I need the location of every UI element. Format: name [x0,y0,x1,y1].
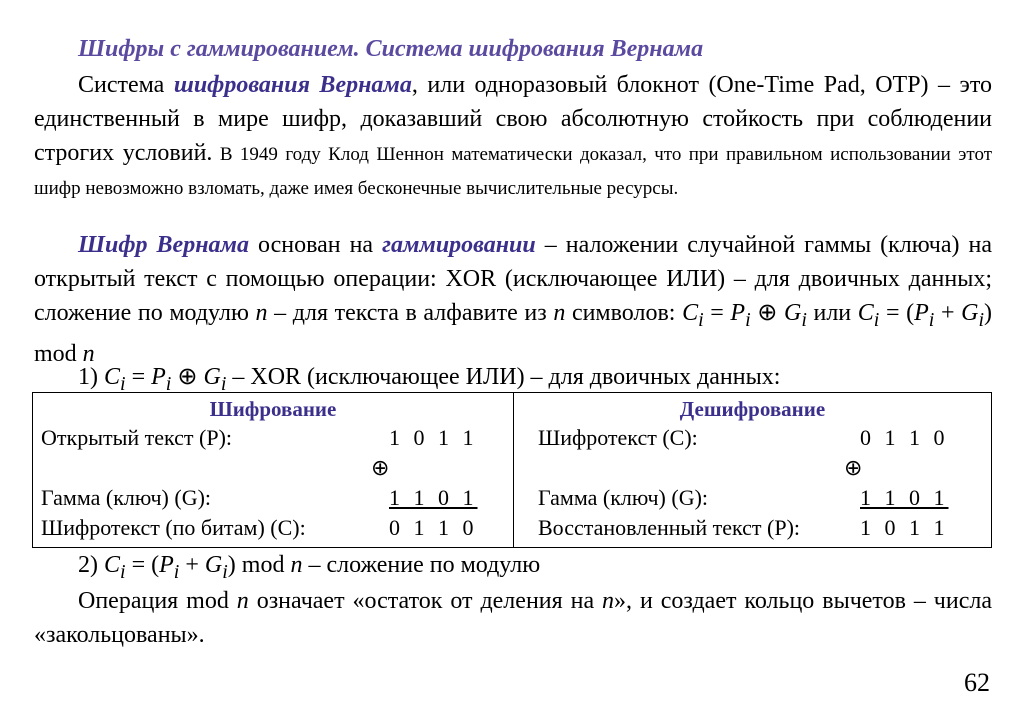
ciphertext-label: Шифротекст (по битам) (C): [41,515,306,540]
paragraph-mod-operation: Операция mod n означает «остаток от деления на n», и создает кольцо вычетов – числа «закольцованы». [34,588,992,648]
item-1-xor: 1) $C_i = P_i$ ⊕ $G_i$ – XOR (исключающее ИЛИ) – для двоичных данных: [78,364,781,395]
paragraph-gamma: Шифр Вернама основан на гаммировании – наложении случайной гаммы (ключа) на открытый текст с помощью операции: XOR (исключающее ИЛИ) – для двоичных данных; сложение по модулю n – для текста в алфавите из n символов: $C_i = P_i$ ⊕ $G_i$ или $C_i = (P_i + G_i)$ mod n [34,232,992,367]
p2-highlight-cipher: Шифр Вернама [78,232,249,258]
formula-xor-and-mod: $C_i = P_i$ ⊕ $G_i$ или $C_i = (P_i + G_i)$ mod n [34,300,992,367]
encryption-header: Шифрование [209,397,337,421]
p1-text-a: Система [78,72,174,98]
dec-ciphertext-label: Шифротекст (C): [538,425,698,450]
recovered-bits: 1 0 1 1 [860,515,949,540]
p1-text-b: , или одноразовый блокнот (One-Time Pad, OTP) – это единственный в мире шифр, доказавший свою абсолютную стойкость при соблюдении строгих условий. [34,72,993,166]
ciphertext-bits: 0 1 1 0 [389,515,478,540]
plaintext-label: Открытый текст (P): [41,425,233,450]
dec-key-label: Гамма (ключ) (G): [538,485,709,510]
plaintext-bits: 1 0 1 1 [389,425,478,450]
dec-key-bits: 1 1 0 1 [860,485,949,510]
xor-operator: ⊕ [371,455,390,480]
p2-highlight-gamma: гаммировании [382,232,536,258]
page-number: 62 [964,668,990,697]
decryption-header: Дешифрование [679,397,826,421]
paragraph-vernam-intro [34,68,992,204]
dec-ciphertext-bits: 0 1 1 0 [860,425,949,450]
p2-text-a: основан на [248,232,383,258]
formula-mod: $C_i = (P_i + G_i)$ mod n [104,552,303,583]
recovered-label: Восстановленный текст (P): [538,515,801,540]
p2-text-d: символов: [565,300,683,326]
key-bits: 1 1 0 1 [389,485,478,510]
slide-title: Шифры с гаммированием. Система шифрования Вернама [78,36,704,62]
p1-highlight: шифрования Вернама [173,72,412,98]
formula-xor: $C_i = P_i$ ⊕ $G_i$ [104,364,227,395]
key-label: Гамма (ключ) (G): [41,485,212,510]
dec-xor-operator: ⊕ [844,455,863,480]
p2-text-b: – наложении случайной гаммы (ключа) на открытый текст с помощью операции: XOR (исключающее ИЛИ) – для двоичных данных; сложение по модулю [34,232,992,326]
p1-text-small: В 1949 году Клод Шеннон математически доказал, что при правильном использовании этот шифр невозможно взломать, даже имея бесконечные вычислительные ресурсы. [34,144,992,199]
p2-text-c: – для текста в алфавите из [267,300,554,326]
encryption-cell [33,393,514,548]
decryption-cell [514,393,992,548]
xor-example-table [32,392,992,548]
item-2-mod: 2) $C_i = (P_i + G_i)$ mod n – сложение по модулю [78,552,541,583]
